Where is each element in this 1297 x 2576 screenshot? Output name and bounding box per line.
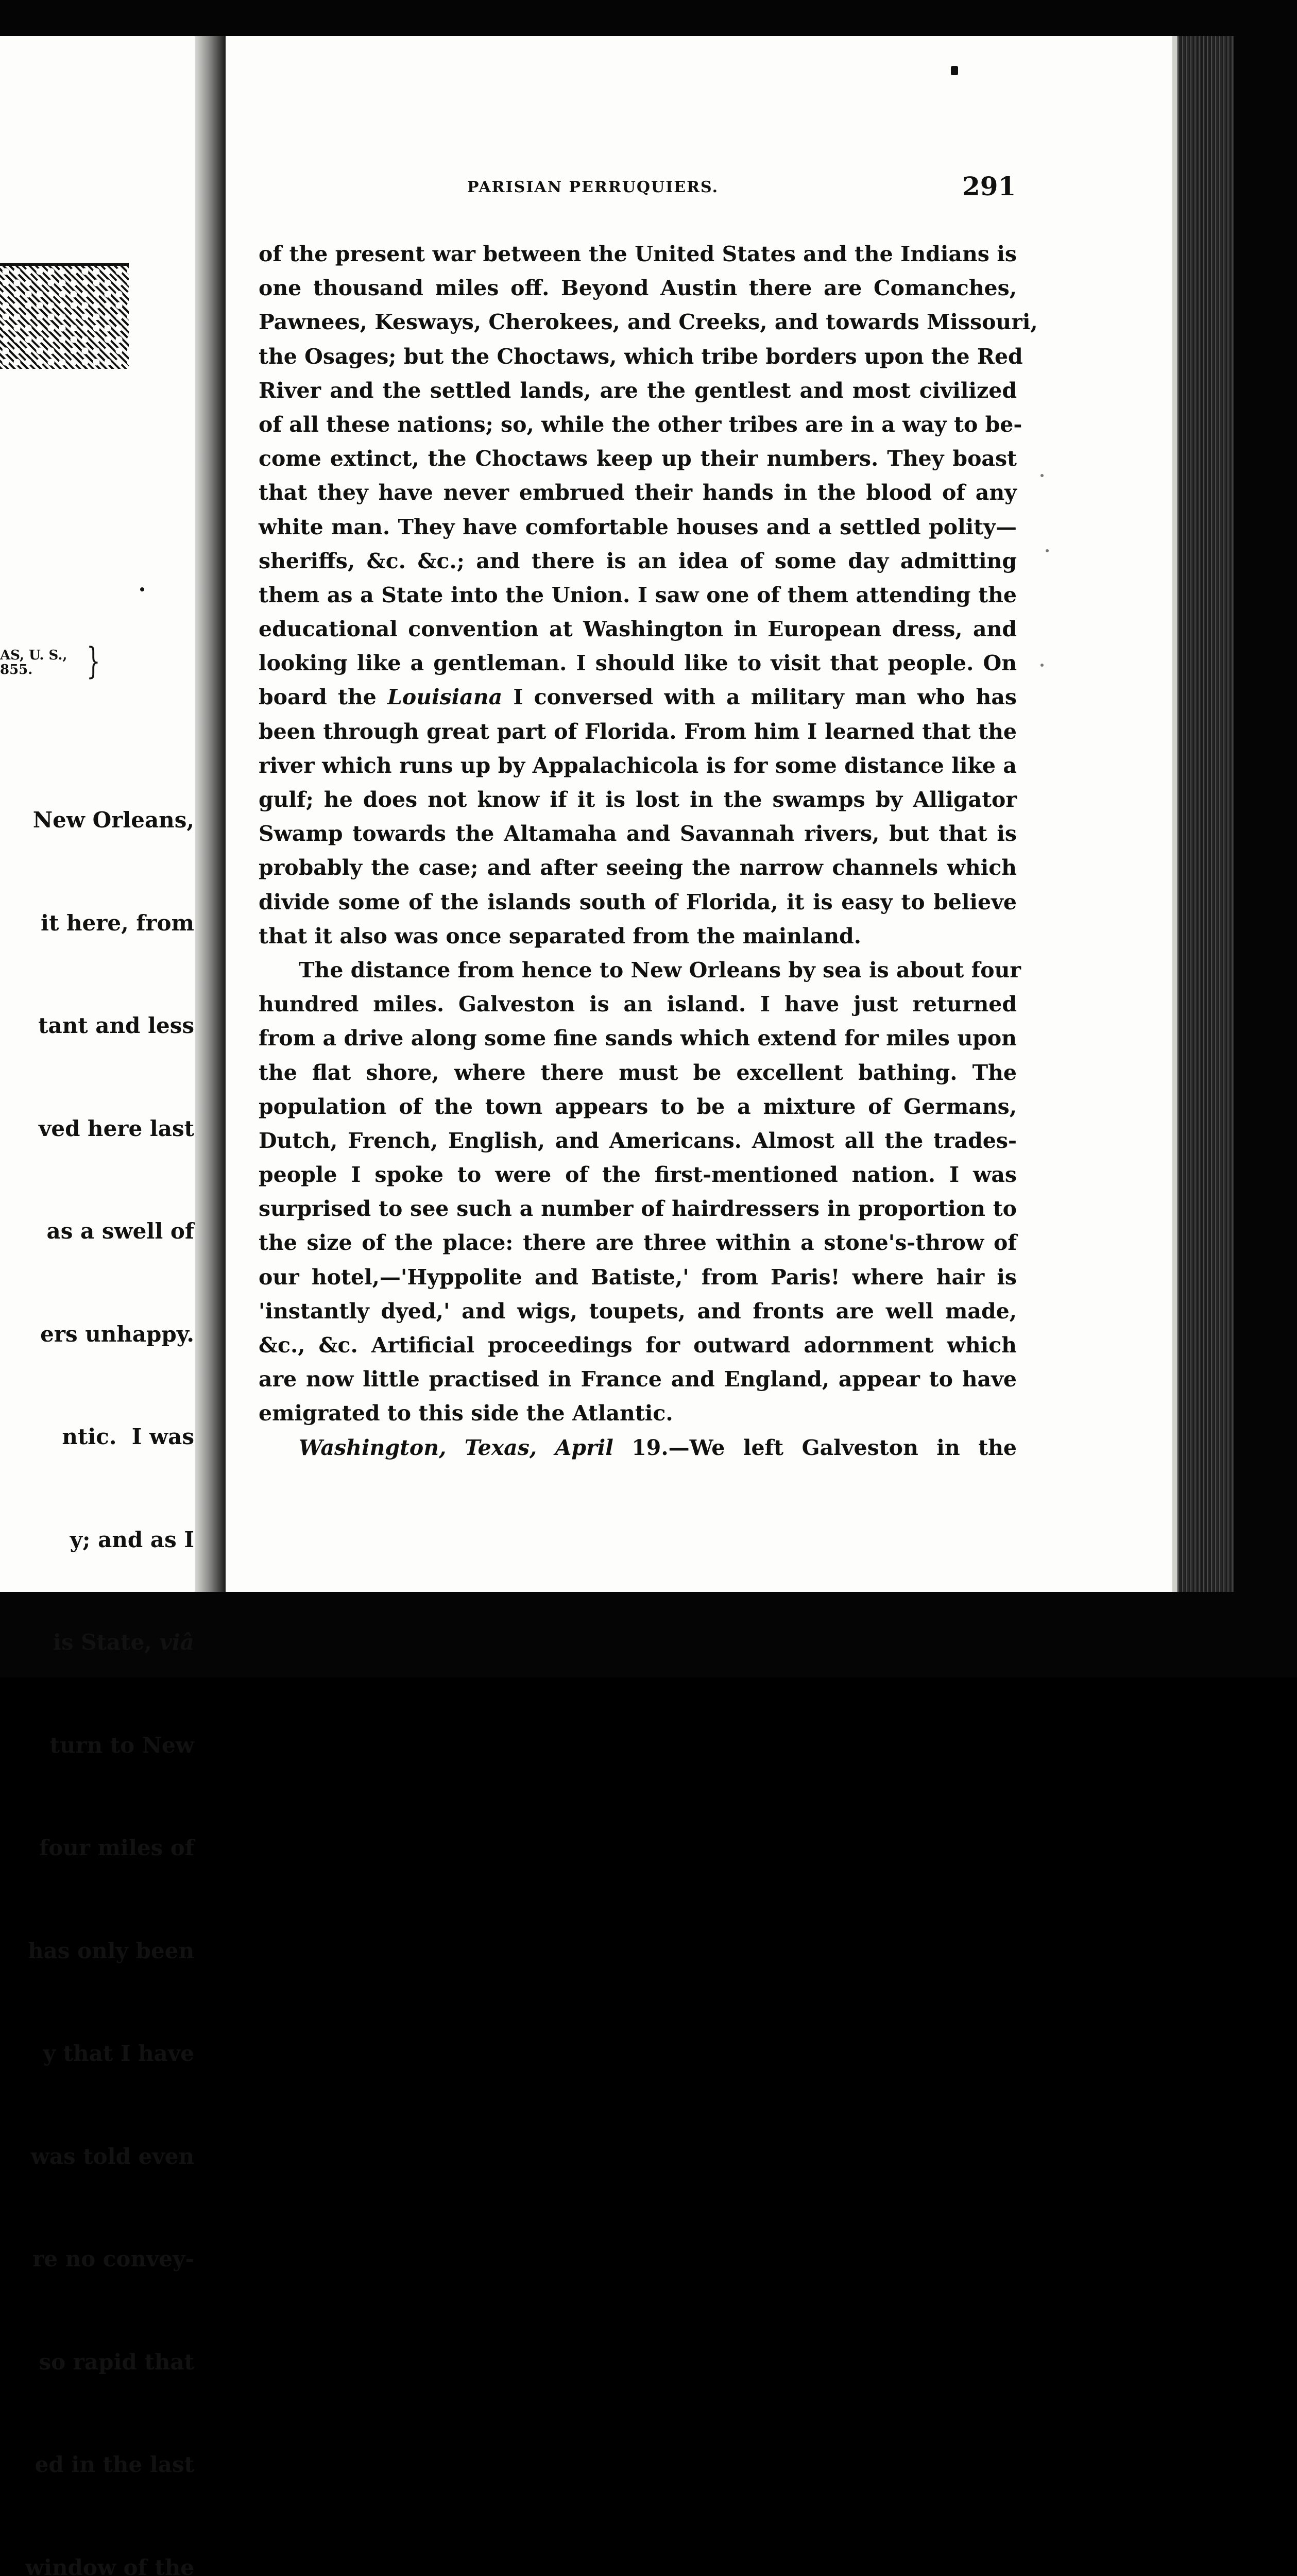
facing-line: it here, from bbox=[25, 906, 194, 941]
facing-line: window of the bbox=[25, 2551, 194, 2576]
facing-page-header bbox=[0, 648, 67, 677]
text-line: surprised to see such a number of hairdressers in proportion to bbox=[259, 1192, 1017, 1226]
text-line: of the present war between the United States and the Indians is bbox=[259, 237, 1017, 271]
text-line: educational convention at Washington in European dress, and bbox=[259, 612, 1017, 646]
text-line: hundred miles. Galveston is an island. I have just returned bbox=[259, 987, 1017, 1021]
dateline-day: 19. bbox=[613, 1435, 669, 1460]
running-head: PARISIAN PERRUQUIERS. bbox=[467, 178, 719, 196]
text-line: the flat shore, where there must be excellent bathing. The bbox=[259, 1056, 1017, 1090]
facing-line: New Orleans, bbox=[25, 803, 194, 838]
text-line: probably the case; and after seeing the narrow channels which bbox=[259, 851, 1017, 885]
text-line: are now little practised in France and England, appear to have bbox=[259, 1362, 1017, 1396]
facing-line: has only been bbox=[25, 1934, 194, 1969]
dateline bbox=[259, 1431, 1017, 1465]
facing-line: ved here last bbox=[25, 1112, 194, 1146]
facing-line: was told even bbox=[25, 2140, 194, 2174]
text-line: the Osages; but the Choctaws, which tribe borders upon the Red bbox=[259, 340, 1017, 374]
facing-header-line2: 855. bbox=[0, 662, 32, 677]
facing-line: re no convey- bbox=[25, 2242, 194, 2277]
text-line: population of the town appears to be a mixture of Germans, bbox=[259, 1090, 1017, 1124]
text-line: the size of the place: there are three within a stone's-throw of bbox=[259, 1226, 1017, 1260]
stray-mark bbox=[1046, 549, 1049, 552]
text-line bbox=[259, 680, 1017, 714]
facing-page bbox=[0, 36, 203, 1592]
text-run: board the bbox=[259, 685, 387, 709]
text-run: I conversed with a military man who has bbox=[502, 685, 1017, 709]
page-edge-highlight bbox=[1172, 36, 1177, 1592]
facing-line: tant and less bbox=[25, 1009, 194, 1043]
page-body bbox=[259, 237, 1017, 1465]
text-line: divide some of the islands south of Florida, it is easy to believe bbox=[259, 885, 1017, 919]
text-line: gulf; he does not know if it is lost in the swamps by Alligator bbox=[259, 783, 1017, 817]
facing-line: y; and as I bbox=[25, 1523, 194, 1557]
text-line: white man. They have comfortable houses and a settled polity— bbox=[259, 510, 1017, 544]
text-line: 'instantly dyed,' and wigs, toupets, and fronts are well made, bbox=[259, 1294, 1017, 1328]
text-line: Pawnees, Kesways, Cherokees, and Creeks, and towards Missouri, bbox=[259, 305, 1017, 339]
text-line: that they have never embrued their hands in the blood of any bbox=[259, 476, 1017, 510]
stray-mark bbox=[1040, 474, 1044, 477]
text-line: of all these nations; so, while the other tribes are in a way to be- bbox=[259, 408, 1017, 442]
facing-header-line1: AS, U. S., bbox=[0, 648, 67, 663]
text-line: been through great part of Florida. From him I learned that the bbox=[259, 715, 1017, 749]
facing-line: four miles of bbox=[25, 1831, 194, 1866]
text-line: The distance from hence to New Orleans by sea is about four bbox=[259, 953, 1017, 987]
ship-name: Louisiana bbox=[387, 685, 502, 709]
facing-line: y that I have bbox=[25, 2037, 194, 2071]
text-line: Dutch, French, English, and Americans. Almost all the trades- bbox=[259, 1124, 1017, 1158]
text-line: &c., &c. Artificial proceedings for outward adornment which bbox=[259, 1328, 1017, 1362]
text-line: from a drive along some fine sands which extend for miles upon bbox=[259, 1021, 1017, 1055]
book-gutter bbox=[195, 36, 226, 1592]
decorative-ornament bbox=[0, 263, 129, 369]
page-number: 291 bbox=[962, 171, 1016, 201]
facing-line: ers unhappy. bbox=[25, 1317, 194, 1352]
text-run: —We left Galveston in the bbox=[669, 1435, 1017, 1460]
text-line: one thousand miles off. Beyond Austin there are Comanches, bbox=[259, 271, 1017, 305]
facing-line: as a swell of bbox=[25, 1214, 194, 1249]
text-line: sheriffs, &c. &c.; and there is an idea of some day admitting bbox=[259, 544, 1017, 578]
dateline-place: Washington, Texas, April bbox=[299, 1435, 613, 1460]
facing-line: turn to New bbox=[25, 1728, 194, 1763]
brace-glyph: } bbox=[87, 643, 100, 679]
text-line: that it also was once separated from the mainland. bbox=[259, 919, 1017, 953]
text-line: Swamp towards the Altamaha and Savannah rivers, but that is bbox=[259, 817, 1017, 851]
ink-mark bbox=[951, 66, 958, 75]
text-line: river which runs up by Appalachicola is for some distance like a bbox=[259, 749, 1017, 783]
text-line: emigrated to this side the Atlantic. bbox=[259, 1396, 1017, 1430]
page-edges bbox=[1172, 36, 1234, 1592]
facing-page-text bbox=[25, 735, 194, 2576]
ink-dot bbox=[140, 587, 144, 591]
text-line: River and the settled lands, are the gentlest and most civilized bbox=[259, 374, 1017, 408]
facing-line: so rapid that bbox=[25, 2345, 194, 2380]
text-line: looking like a gentleman. I should like to visit that people. On bbox=[259, 646, 1017, 680]
facing-line: ntic. I was bbox=[25, 1420, 194, 1454]
facing-line: ed in the last bbox=[25, 2448, 194, 2482]
facing-line-italic: viâ bbox=[159, 1630, 194, 1655]
text-line: come extinct, the Choctaws keep up their numbers. They boast bbox=[259, 442, 1017, 476]
facing-line-text: is State, bbox=[53, 1630, 160, 1655]
text-line: them as a State into the Union. I saw one of them attending the bbox=[259, 578, 1017, 612]
text-line: people I spoke to were of the first-mentioned nation. I was bbox=[259, 1158, 1017, 1192]
text-line: our hotel,—'Hyppolite and Batiste,' from Paris! where hair is bbox=[259, 1260, 1017, 1294]
stray-mark bbox=[1040, 664, 1044, 667]
facing-line bbox=[25, 1625, 194, 1660]
